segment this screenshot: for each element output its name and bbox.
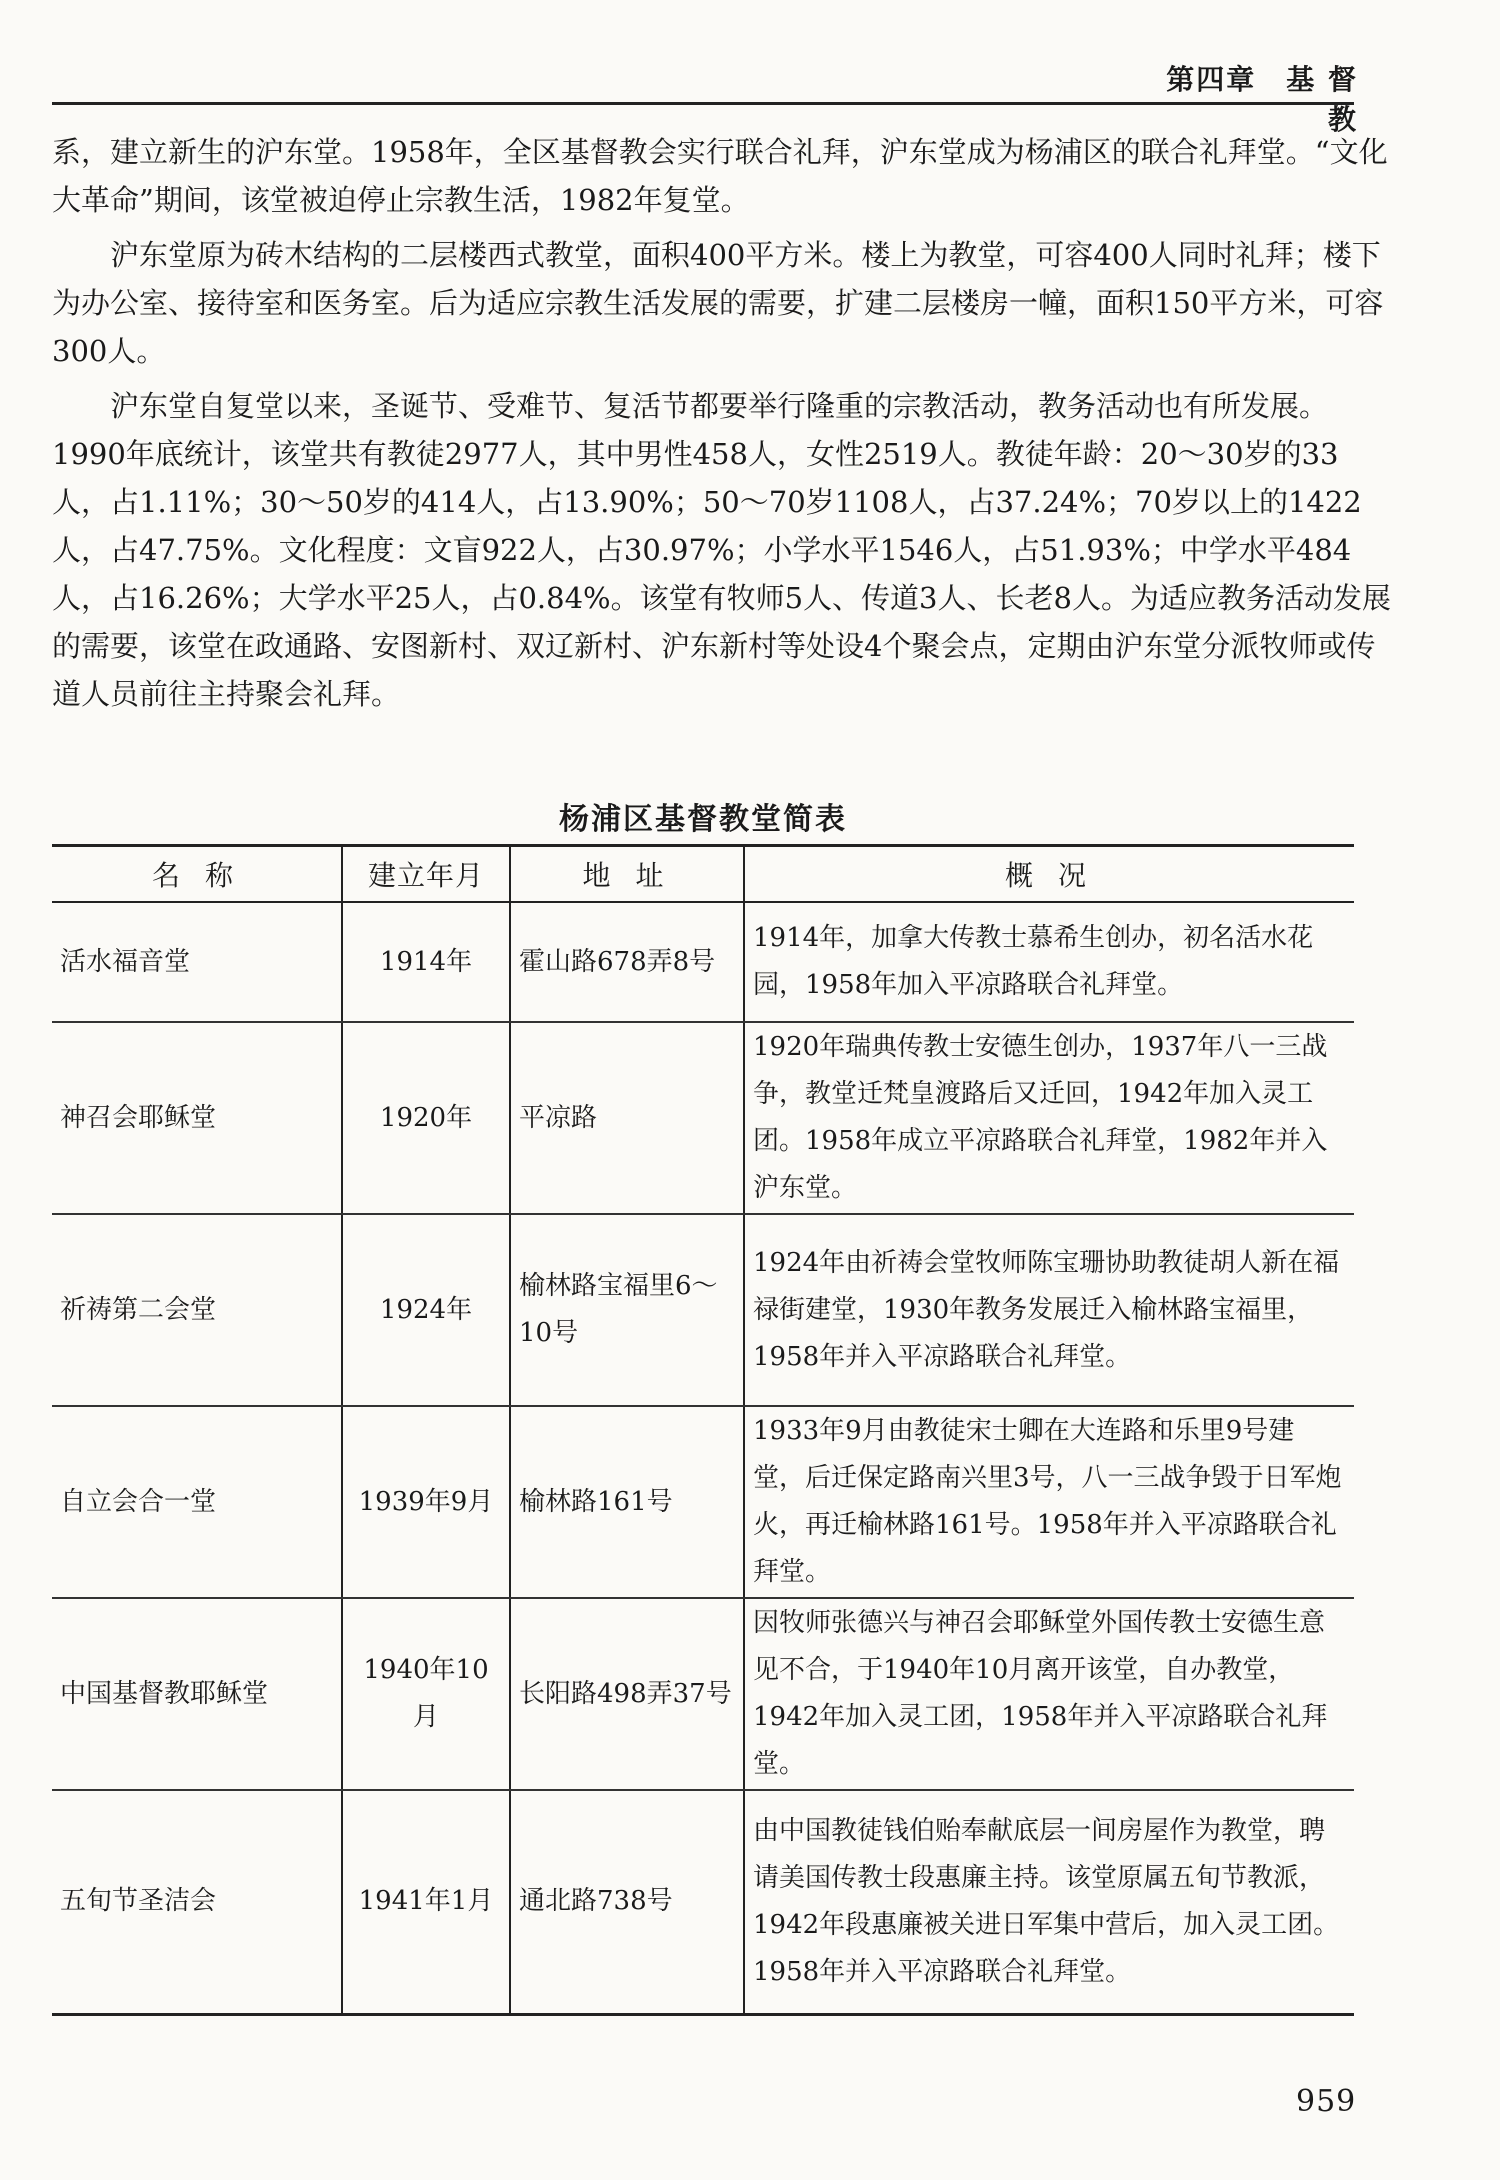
table-row xyxy=(52,1598,1354,1790)
body-text xyxy=(52,128,1392,725)
cell-summary: 1924年由祈祷会堂牧师陈宝珊协助教徒胡人新在福禄街建堂，1930年教务发展迁入榆林路宝福里，1958年并入平凉路联合礼拜堂。 xyxy=(744,1214,1354,1406)
cell-date: 1940年10月 xyxy=(342,1598,510,1790)
column-header-name: 名 称 xyxy=(52,846,342,903)
cell-name: 五旬节圣洁会 xyxy=(52,1790,342,2014)
page-number: 959 xyxy=(1296,2084,1357,2119)
cell-address: 通北路738号 xyxy=(510,1790,744,2014)
cell-date: 1924年 xyxy=(342,1214,510,1406)
cell-address: 长阳路498弄37号 xyxy=(510,1598,744,1790)
table-row xyxy=(52,1406,1354,1598)
church-table xyxy=(52,844,1354,2016)
cell-name: 祈祷第二会堂 xyxy=(52,1214,342,1406)
table-row xyxy=(52,902,1354,1022)
table-row xyxy=(52,1022,1354,1214)
cell-date: 1939年9月 xyxy=(342,1406,510,1598)
cell-summary: 由中国教徒钱伯贻奉献底层一间房屋作为教堂，聘请美国传教士段惠廉主持。该堂原属五旬节教派，1942年段惠廉被关进日军集中营后，加入灵工团。1958年并入平凉路联合礼拜堂。 xyxy=(753,1815,1340,1987)
cell-summary: 因牧师张德兴与神召会耶稣堂外国传教士安德生意见不合，于1940年10月离开该堂，自办教堂，1942年加入灵工团，1958年并入平凉路联合礼拜堂。 xyxy=(744,1598,1354,1790)
paragraph: 沪东堂原为砖木结构的二层楼西式教堂，面积400平方米。楼上为教堂，可容400人同时礼拜；楼下为办公室、接待室和医务室。后为适应宗教生活发展的需要，扩建二层楼房一幢，面积150平方米，可容300人。 xyxy=(52,238,1384,368)
cell-name: 活水福音堂 xyxy=(52,902,342,1022)
cell-address: 榆林路宝福里6～10号 xyxy=(510,1214,744,1406)
table-header-row xyxy=(52,846,1354,903)
cell-name: 自立会合一堂 xyxy=(52,1406,342,1598)
cell-summary: 1933年9月由教徒宋士卿在大连路和乐里9号建堂，后迁保定路南兴里3号，八一三战争毁于日军炮火，再迁榆林路161号。1958年并入平凉路联合礼拜堂。 xyxy=(744,1406,1354,1598)
cell-summary: 1914年，加拿大传教士慕希生创办，初名活水花园，1958年加入平凉路联合礼拜堂。 xyxy=(744,902,1354,1022)
column-header-address: 地 址 xyxy=(510,846,744,903)
table-row xyxy=(52,1790,1354,2014)
cell-date: 1941年1月 xyxy=(342,1790,510,2014)
header-rule xyxy=(52,102,1354,105)
table-row xyxy=(52,1214,1354,1406)
column-header-summary: 概 况 xyxy=(744,846,1354,903)
cell-summary: 1920年瑞典传教士安德生创办，1937年八一三战争，教堂迁梵皇渡路后又迁回，1942年加入灵工团。1958年成立平凉路联合礼拜堂，1982年并入沪东堂。 xyxy=(744,1022,1354,1214)
cell-address: 平凉路 xyxy=(510,1022,744,1214)
column-header-date: 建立年月 xyxy=(342,846,510,903)
paragraph: 沪东堂自复堂以来，圣诞节、受难节、复活节都要举行隆重的宗教活动，教务活动也有所发展。1990年底统计，该堂共有教徒2977人，其中男性458人，女性2519人。教徒年龄：20～30岁的33人，占1.11%；30～50岁的414人，占13.90%；50～70岁1108人，占37.24%；70岁以上的1422人，占47.75%。文化程度：文盲922人，占30.97%；小学水平1546人，占51.93%；中学水平484人，占16.26%；大学水平25人，占0.84%。该堂有牧师5人、传道3人、长老8人。为适应教务活动发展的需要，该堂在政通路、安图新村、双辽新村、沪东新村等处设4个聚会点，定期由沪东堂分派牧师或传道人员前往主持聚会礼拜。 xyxy=(52,389,1391,711)
running-head: 第四章 基 督 教 xyxy=(1166,63,1358,136)
cell-address: 霍山路678弄8号 xyxy=(510,902,744,1022)
cell-name: 中国基督教耶稣堂 xyxy=(52,1598,342,1790)
cell-address: 榆林路161号 xyxy=(510,1406,744,1598)
cell-date: 1914年 xyxy=(342,902,510,1022)
table-title: 杨浦区基督教堂简表 xyxy=(559,802,847,837)
cell-name: 神召会耶稣堂 xyxy=(52,1022,342,1214)
cell-date: 1920年 xyxy=(342,1022,510,1214)
paragraph: 系，建立新生的沪东堂。1958年，全区基督教会实行联合礼拜，沪东堂成为杨浦区的联合礼拜堂。“文化大革命”期间，该堂被迫停止宗教生活，1982年复堂。 xyxy=(52,135,1388,217)
